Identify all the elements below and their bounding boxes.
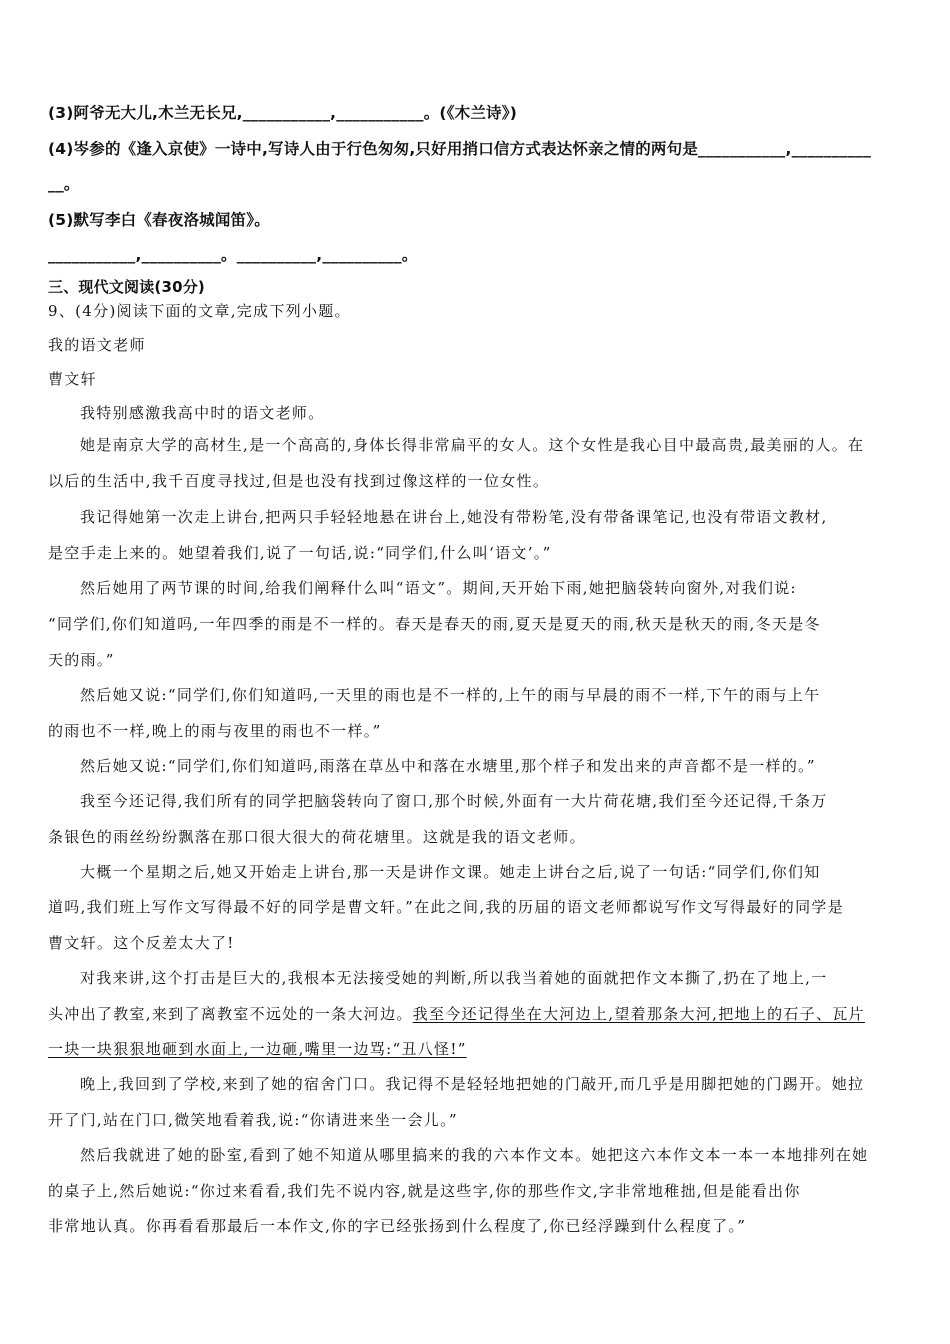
paragraph-line: 是空手走上来的。她望着我们,说了一句话,说:“同学们,什么叫‘语文’。” [48,544,552,562]
paragraph-line: 晚上,我回到了学校,来到了她的宿舍门口。我记得不是轻轻地把她的门敲开,而几乎是用脚把她的门踢开。她拉 [80,1075,865,1093]
paragraph-line: 我至今还记得,我们所有的同学把脑袋转向了窗口,那个时候,外面有一大片荷花塘,我们至今还记得,千条万 [80,792,828,810]
paragraph-line: 然后我就进了她的卧室,看到了她不知道从哪里搞来的我的六本作文本。她把这六本作文本一本一本地排列在她 [80,1146,869,1164]
paragraph-line: 的雨也不一样,晚上的雨与夜里的雨也不一样。” [48,722,382,740]
paragraph-line: 她是南京大学的高材生,是一个高高的,身体长得非常扁平的女人。这个女性是我心目中最高贵,最美丽的人。在 [80,436,865,454]
section-title: 三、现代文阅读(30分) [48,278,205,296]
paragraph-line: 对我来讲,这个打击是巨大的,我根本无法接受她的判断,所以我当着她的面就把作文本撕了,扔在了地上,一 [80,969,828,987]
article-title: 我的语文老师 [48,336,146,354]
question-4-line-2: __。 [48,175,80,193]
paragraph-line: 然后她又说:“同学们,你们知道吗,一天里的雨也是不一样的,上午的雨与早晨的雨不一样,下午的雨与上午 [80,686,821,704]
underlined-sentence: 我至今还记得坐在大河边上,望着那条大河,把地上的石子、瓦片 [412,1005,865,1023]
paragraph-line: 道吗,我们班上写作文写得最不好的同学是曹文轩。”在此之间,我的历届的语文老师都说写作文写得最好的同学是 [48,898,845,916]
paragraph-line: 然后她又说:“同学们,你们知道吗,雨落在草丛中和落在水塘里,那个样子和发出来的声音都不是一样的。” [80,757,816,775]
question-4-line-1: (4)岑参的《逢入京使》一诗中,写诗人由于行色匆匆,只好用捎口信方式表达怀亲之情的两句是___________,__________ [48,140,872,158]
question-3: (3)阿爷无大儿,木兰无长兄,___________,___________。(《木兰诗》) [48,104,517,122]
paragraph-line: “同学们,你们知道吗,一年四季的雨是不一样的。春天是春天的雨,夏天是夏天的雨,秋天是秋天的雨,冬天是冬 [48,615,821,633]
paragraph-line: 大概一个星期之后,她又开始走上讲台,那一天是讲作文课。她走上讲台之后,说了一句话:“同学们,你们知 [80,863,821,881]
question-5: (5)默写李白《春夜洛城闻笛》。 [48,211,270,229]
paragraph-line: 然后她用了两节课的时间,给我们阐释什么叫“语文”。期间,天开始下雨,她把脑袋转向窗外,对我们说: [80,579,797,597]
paragraph-text: 头冲出了教室,来到了离教室不远处的一条大河边。 [48,1005,413,1023]
paragraph-line: 我记得她第一次走上讲台,把两只手轻轻地悬在讲台上,她没有带粉笔,没有带备课笔记,也没有带语文教材, [80,508,828,526]
paragraph-line: 天的雨。” [48,651,115,669]
question-9-intro: 9、(4分)阅读下面的文章,完成下列小题。 [48,302,351,320]
paragraph-line: 的桌子上,然后她说:“你过来看看,我们先不说内容,就是这些字,你的那些作文,字非常地稚拙,但是能看出你 [48,1182,801,1200]
paragraph-line: 开了门,站在门口,微笑地看着我,说:“你请进来坐一会儿。” [48,1111,458,1129]
article-author: 曹文轩 [48,370,97,388]
paragraph-line: 曹文轩。这个反差太大了! [48,934,235,952]
paragraph-line: 非常地认真。你再看看那最后一本作文,你的字已经张扬到什么程度了,你已经浮躁到什么程度了。” [48,1217,747,1235]
paragraph-line [48,1003,865,1024]
underlined-sentence: 一块一块狠狠地砸到水面上,一边砸,嘴里一边骂:“丑八怪!” [48,1040,467,1058]
paragraph-line: 条银色的雨丝纷纷飘落在那口很大很大的荷花塘里。这就是我的语文老师。 [48,828,586,846]
paragraph-line: 以后的生活中,我千百度寻找过,但是也没有找到过像这样的一位女性。 [48,472,550,490]
question-5-blanks: ___________,__________。__________,__________。 [48,246,418,264]
paragraph-line: 我特别感激我高中时的语文老师。 [80,404,325,422]
